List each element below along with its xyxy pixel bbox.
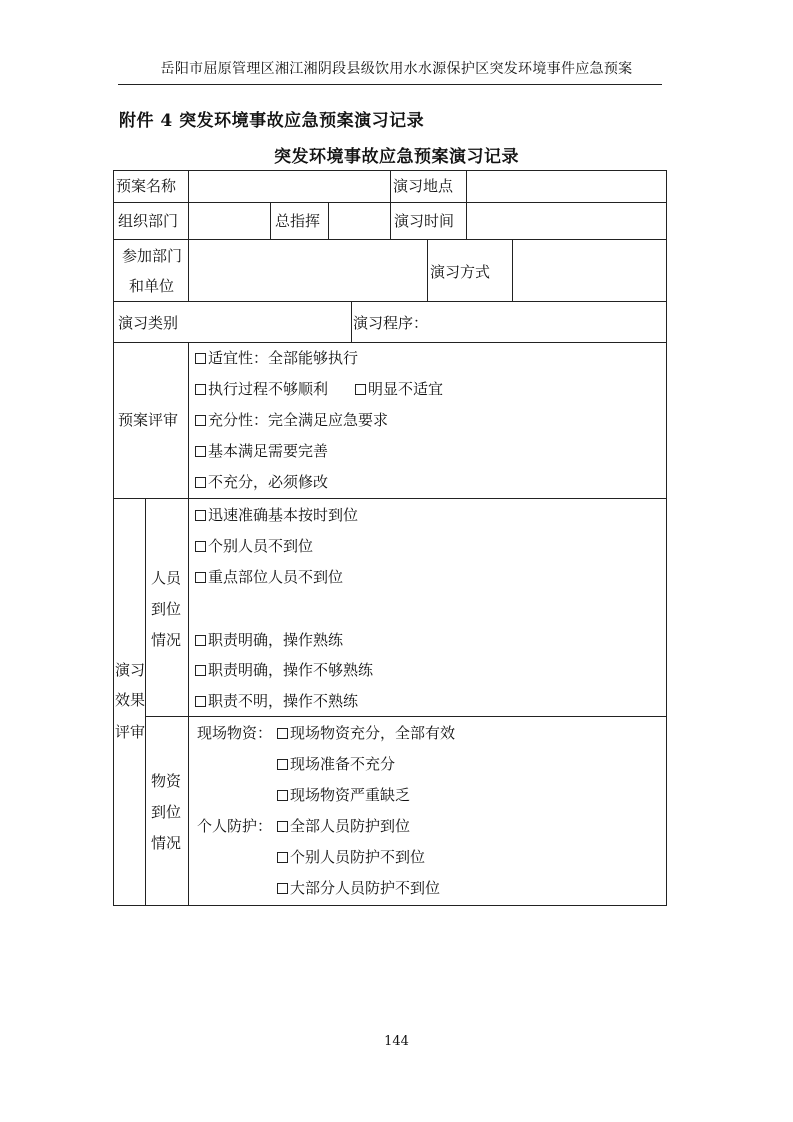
checkbox-icon[interactable] (195, 541, 206, 552)
drill-mode-field[interactable] (517, 260, 662, 280)
row-divider (145, 716, 667, 717)
personnel-label-line3: 情况 (151, 631, 182, 649)
personnel-option[interactable]: 迅速准确基本按时到位 (195, 505, 358, 525)
row-divider (113, 239, 667, 240)
checkbox-icon[interactable] (277, 790, 288, 801)
checkbox-icon[interactable] (195, 477, 206, 488)
checkbox-icon[interactable] (195, 415, 206, 426)
personnel-option[interactable]: 重点部位人员不到位 (195, 567, 343, 587)
commander-label: 总指挥 (275, 212, 321, 230)
plan-review-option[interactable]: 执行过程不够顺利 (195, 379, 328, 399)
form-title: 突发环境事故应急预案演习记录 (274, 147, 519, 167)
checkbox-icon[interactable] (195, 446, 206, 457)
effect-review-label-line2: 效果 (115, 691, 146, 709)
plan-review-option[interactable]: 明显不适宜 (355, 379, 443, 399)
checkbox-icon[interactable] (195, 635, 206, 646)
participants-field[interactable] (193, 260, 423, 280)
annex-title: 附件 4 突发环境事故应急预案演习记录 (119, 111, 425, 131)
onsite-materials-option[interactable]: 现场准备不充分 (277, 754, 395, 774)
drill-type-label: 演习类别 (118, 314, 179, 332)
table-border-bottom (113, 905, 667, 906)
drill-time-field[interactable] (471, 211, 661, 231)
plan-name-label: 预案名称 (116, 177, 177, 195)
org-dept-field[interactable] (193, 211, 267, 231)
drill-time-label: 演习时间 (394, 212, 455, 230)
checkbox-icon[interactable] (195, 696, 206, 707)
table-border-left (113, 170, 114, 906)
onsite-materials-option[interactable]: 现场物资充分，全部有效 (277, 723, 455, 743)
row-divider (113, 498, 667, 499)
effect-review-label-line1: 演习 (115, 661, 146, 679)
row-divider (113, 342, 667, 343)
col-divider (145, 498, 146, 906)
effect-review-label-line3: 评审 (115, 723, 146, 741)
checkbox-icon[interactable] (277, 852, 288, 863)
personnel-option[interactable]: 职责明确，操作熟练 (195, 630, 343, 650)
checkbox-icon[interactable] (355, 384, 366, 395)
personal-protection-label: 个人防护： (197, 817, 273, 835)
participants-label-line1: 参加部门 (122, 247, 183, 265)
table-border-right (666, 170, 667, 906)
col-divider (328, 202, 329, 239)
checkbox-icon[interactable] (195, 353, 206, 364)
checkbox-icon[interactable] (195, 384, 206, 395)
materials-label-line1: 物资 (151, 772, 182, 790)
page-number: 144 (384, 1034, 409, 1049)
checkbox-icon[interactable] (277, 759, 288, 770)
org-dept-label: 组织部门 (118, 212, 179, 230)
drill-type-field[interactable] (193, 313, 347, 333)
col-divider (188, 342, 189, 498)
personal-protection-option[interactable]: 全部人员防护到位 (277, 816, 410, 836)
drill-mode-label: 演习方式 (430, 263, 491, 281)
col-divider (351, 301, 352, 342)
personal-protection-option[interactable]: 大部分人员防护不到位 (277, 878, 440, 898)
plan-review-option[interactable]: 充分性：完全满足应急要求 (195, 410, 388, 430)
personnel-option[interactable]: 职责不明，操作不熟练 (195, 691, 358, 711)
materials-label-line3: 情况 (151, 834, 182, 852)
running-header: 岳阳市屈原管理区湘江湘阴段县级饮用水水源保护区突发环境事件应急预案 (160, 61, 633, 77)
personnel-option[interactable]: 职责明确，操作不够熟练 (195, 660, 373, 680)
checkbox-icon[interactable] (195, 665, 206, 676)
col-divider (466, 170, 467, 239)
personnel-label-line2: 到位 (151, 600, 182, 618)
onsite-materials-option[interactable]: 现场物资严重缺乏 (277, 785, 410, 805)
col-divider (427, 239, 428, 301)
col-divider (188, 498, 189, 906)
checkbox-icon[interactable] (195, 510, 206, 521)
drill-location-label: 演习地点 (393, 177, 454, 195)
plan-review-option[interactable]: 不充分，必须修改 (195, 472, 328, 492)
commander-field[interactable] (333, 211, 387, 231)
plan-review-option[interactable]: 适宜性：全部能够执行 (195, 348, 358, 368)
drill-procedure-label: 演习程序： (353, 314, 429, 332)
checkbox-icon[interactable] (277, 821, 288, 832)
checkbox-icon[interactable] (277, 883, 288, 894)
personal-protection-option[interactable]: 个别人员防护不到位 (277, 847, 425, 867)
participants-label-line2: 和单位 (129, 277, 175, 295)
onsite-materials-label: 现场物资： (197, 724, 273, 742)
drill-record-table (113, 170, 667, 906)
checkbox-icon[interactable] (195, 572, 206, 583)
drill-location-field[interactable] (471, 176, 661, 196)
col-divider (512, 239, 513, 301)
header-divider (118, 84, 662, 85)
plan-name-field[interactable] (193, 176, 385, 196)
materials-label-line2: 到位 (151, 803, 182, 821)
checkbox-icon[interactable] (277, 728, 288, 739)
personnel-label-line1: 人员 (151, 569, 182, 587)
row-divider (113, 301, 667, 302)
col-divider (270, 202, 271, 239)
plan-review-option[interactable]: 基本满足需要完善 (195, 441, 328, 461)
personnel-option[interactable]: 个别人员不到位 (195, 536, 313, 556)
col-divider (188, 170, 189, 301)
plan-review-label: 预案评审 (118, 411, 179, 429)
col-divider (390, 170, 391, 239)
